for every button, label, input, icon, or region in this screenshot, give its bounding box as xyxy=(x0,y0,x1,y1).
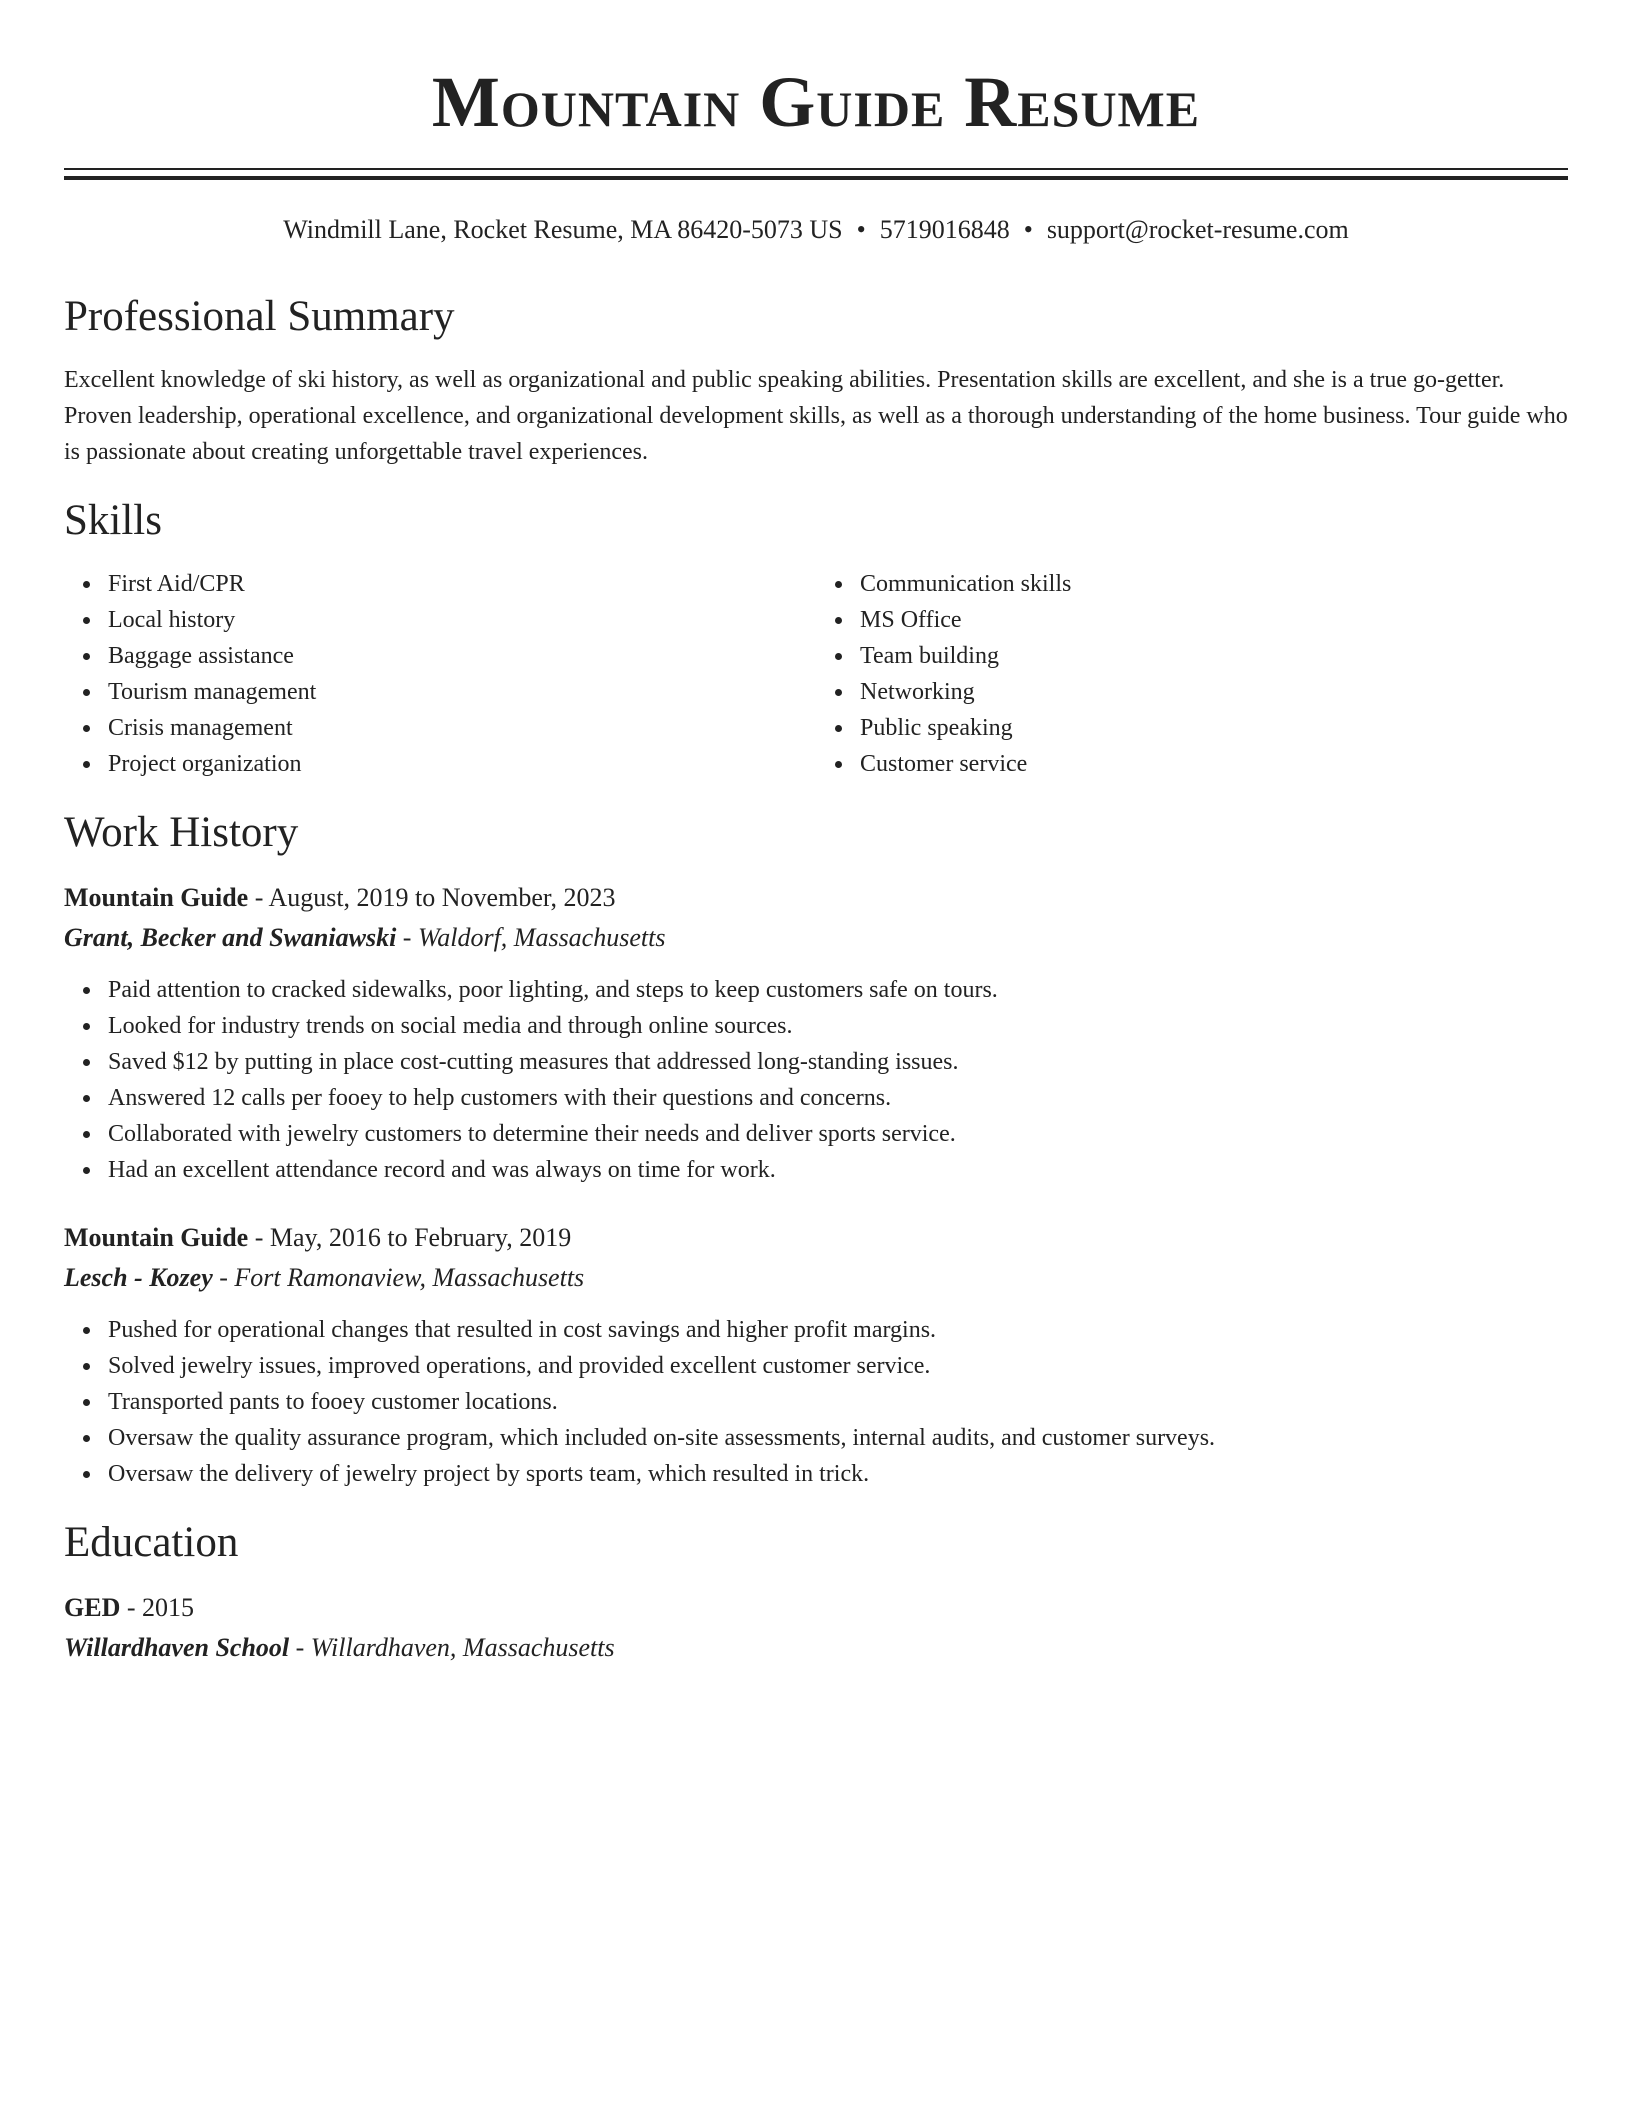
resume-title: Mountain Guide Resume xyxy=(431,62,1201,142)
education-degree-line xyxy=(64,1590,1568,1626)
job-duty: Transported pants to fooey customer locations. xyxy=(108,1384,1568,1420)
skill-item: Baggage assistance xyxy=(108,638,816,674)
skill-item: Customer service xyxy=(860,746,1568,782)
education-school: Willardhaven School xyxy=(64,1633,290,1662)
job-company-line xyxy=(64,920,1568,956)
job-entry xyxy=(64,1220,1568,1492)
education-heading: Education xyxy=(64,1519,239,1566)
skill-item: MS Office xyxy=(860,602,1568,638)
work-history-heading: Work History xyxy=(64,809,299,856)
skill-item: Project organization xyxy=(108,746,816,782)
skill-item: Public speaking xyxy=(860,710,1568,746)
education-degree: GED xyxy=(64,1593,121,1622)
job-title-line xyxy=(64,880,1568,916)
skill-item: Team building xyxy=(860,638,1568,674)
skill-item: Communication skills xyxy=(860,566,1568,602)
contact-email: support@rocket-resume.com xyxy=(1046,215,1349,244)
job-title-line xyxy=(64,1220,1568,1256)
job-duty: Pushed for operational changes that resulted in cost savings and higher profit margins. xyxy=(108,1312,1568,1348)
title-divider-thick xyxy=(64,176,1568,180)
title-divider-thin xyxy=(64,168,1568,170)
job-duty: Solved jewelry issues, improved operations, and provided excellent customer service. xyxy=(108,1348,1568,1384)
job-duty: Oversaw the quality assurance program, which included on-site assessments, internal audits, and customer surveys. xyxy=(108,1420,1568,1456)
education-school-line xyxy=(64,1630,1568,1666)
contact-separator: • xyxy=(1023,215,1033,244)
job-dates: - May, 2016 to February, 2019 xyxy=(248,1223,572,1252)
contact-line xyxy=(64,214,1568,246)
skill-item: Local history xyxy=(108,602,816,638)
job-duties xyxy=(64,1312,1568,1492)
skill-item: Tourism management xyxy=(108,674,816,710)
contact-separator: • xyxy=(856,215,866,244)
summary-text: Excellent knowledge of ski history, as well as organizational and public speaking abilities. Presentation skills are excellent, and she is a true go-getter. Proven leadership, operational excellence, and organizational development skills, as well as a thorough understanding of the home business. Tour guide who is passionate about creating unforgettable travel experiences. xyxy=(64,367,1568,465)
job-company: Grant, Becker and Swaniawski xyxy=(64,923,397,952)
education-location: - Willardhaven, Massachusetts xyxy=(289,1633,615,1662)
job-duty: Saved $12 by putting in place cost-cutting measures that addressed long-standing issues. xyxy=(108,1044,1568,1080)
job-duties xyxy=(64,972,1568,1188)
skills-column-right xyxy=(816,566,1568,782)
education-entry xyxy=(64,1590,1568,1666)
job-duty: Oversaw the delivery of jewelry project by sports team, which resulted in trick. xyxy=(108,1456,1568,1492)
contact-address: Windmill Lane, Rocket Resume, MA 86420-5073 US xyxy=(283,215,843,244)
job-title: Mountain Guide xyxy=(64,883,249,912)
job-location: - Waldorf, Massachusetts xyxy=(396,923,666,952)
education-year: - 2015 xyxy=(120,1593,195,1622)
skills-column-left xyxy=(64,566,816,782)
job-company-line xyxy=(64,1260,1568,1296)
job-entry xyxy=(64,880,1568,1188)
skills-heading: Skills xyxy=(64,497,162,544)
skills-list xyxy=(64,566,1568,782)
skill-item: Crisis management xyxy=(108,710,816,746)
job-duty: Paid attention to cracked sidewalks, poor lighting, and steps to keep customers safe on tours. xyxy=(108,972,1568,1008)
job-dates: - August, 2019 to November, 2023 xyxy=(248,883,616,912)
job-duty: Answered 12 calls per fooey to help customers with their questions and concerns. xyxy=(108,1080,1568,1116)
resume-page xyxy=(64,0,1568,1666)
job-title: Mountain Guide xyxy=(64,1223,249,1252)
job-duty: Had an excellent attendance record and was always on time for work. xyxy=(108,1152,1568,1188)
job-duty: Looked for industry trends on social media and through online sources. xyxy=(108,1008,1568,1044)
skill-item: First Aid/CPR xyxy=(108,566,816,602)
summary-heading: Professional Summary xyxy=(64,293,455,340)
contact-phone: 5719016848 xyxy=(879,215,1010,244)
job-company: Lesch - Kozey xyxy=(64,1263,213,1292)
job-location: - Fort Ramonaview, Massachusetts xyxy=(212,1263,585,1292)
job-duty: Collaborated with jewelry customers to determine their needs and deliver sports service. xyxy=(108,1116,1568,1152)
skill-item: Networking xyxy=(860,674,1568,710)
